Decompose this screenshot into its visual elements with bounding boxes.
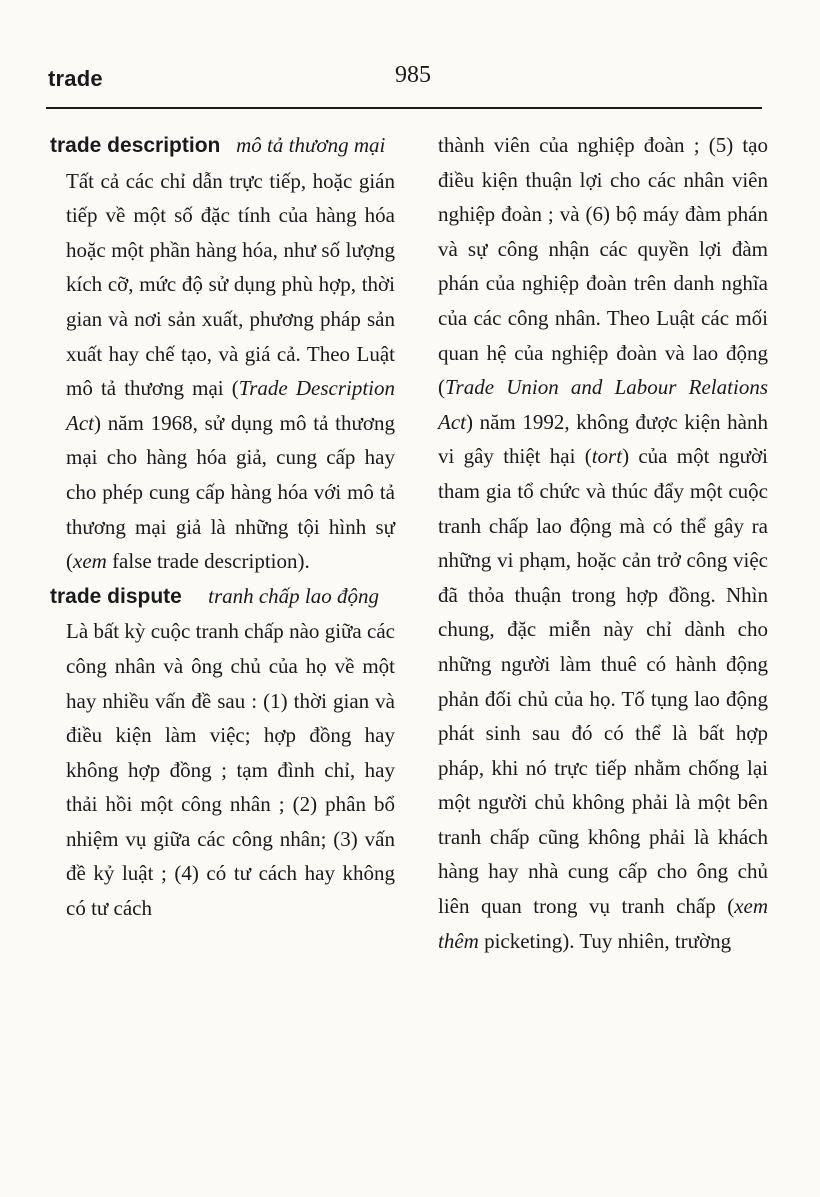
entry-continuation <box>438 128 768 958</box>
running-head: trade <box>48 66 103 91</box>
cross-reference-marker: xem <box>73 549 107 574</box>
vietnamese-gloss: mô tả thương mại <box>236 133 386 157</box>
definition-text: thành viên của nghiệp đoàn ; (5) tạo điều kiện thuận lợi cho các nhân viên nghiệp đoàn ; và (6) bộ máy đàm phán và sự công nhận các quyền lợi đàm phán của nghiệp đoàn trên danh nghĩa của các công nhân. Theo Luật các mối quan hệ của nghiệp đoàn và lao động ( <box>438 133 768 400</box>
definition-text: ) năm 1992, không được kiện hành vi gây thiệt hại ( <box>438 409 768 469</box>
act-title: Trade Description Act <box>66 376 396 435</box>
vietnamese-gloss: tranh chấp lao động <box>208 583 380 608</box>
definition-text: ) của một người tham gia tổ chức và thúc đẩy một cuộc tranh chấp lao động mà có thể gây ra những vi phạm, hoặc cản trở công việc đã thỏa thuận trong hợp đồng. Nhìn chung, đặc miễn này chỉ dành cho những người làm thuê có hành động phản đối chủ của họ. Tố tụng lao động phát sinh sau đó có thể là bất hợp pháp, khi nó trực tiếp nhằm chống lại một người chủ không phải là một bên tranh chấp cũng không phải là khách hàng hay nhà cung cấp cho ông chủ liên quan trong vụ tranh chấp ( <box>438 444 768 919</box>
entry-definition <box>50 614 395 925</box>
entry-trade-description <box>50 128 395 579</box>
definition-text: Là bất kỳ cuộc tranh chấp nào giữa các công nhân và ông chủ của họ về một hay nhiều vấn đề sau : (1) thời gian và điều kiện làm việc; hợp đồng hay không hợp đồng ; tạm đình chỉ, hay thải hồi một công nhân ; (2) phân bổ nhiệm vụ giữa các công nhân; (3) vấn đề kỷ luật ; (4) có tư cách hay không có tư cách <box>66 619 395 921</box>
definition-text: picketing). Tuy nhiên, trường <box>478 928 732 953</box>
act-title: Trade Union and Labour Relations Act <box>438 375 768 434</box>
definition-text: false trade description). <box>106 549 310 574</box>
headword: trade description <box>50 134 221 157</box>
entry-head <box>50 128 395 164</box>
left-column <box>50 128 395 926</box>
cross-reference-marker: xem thêm <box>438 894 768 953</box>
definition-text: ) năm 1968, sử dụng mô tả thương mại cho hàng hóa giả, cung cấp hay cho phép cung cấp hàng hóa với mô tả thương mại giả là những tội hình sự ( <box>66 410 395 574</box>
headword: trade dispute <box>50 584 182 608</box>
entry-head <box>50 579 395 615</box>
right-column <box>438 128 768 958</box>
cross-reference-term: tort <box>591 444 623 469</box>
definition-text: Tất cả các chỉ dẫn trực tiếp, hoặc gián tiếp về một số đặc tính của hàng hóa hoặc một phần hàng hóa, như số lượng kích cỡ, mức độ sử dụng phù hợp, thời gian và nơi sản xuất, phương pháp sản xuất hay chế tạo, và giá cả. Theo Luật mô tả thương mại ( <box>66 168 395 401</box>
entry-definition <box>50 164 395 579</box>
entry-trade-dispute <box>50 579 395 926</box>
header-rule <box>46 107 762 109</box>
page-number: 985 <box>395 62 431 88</box>
